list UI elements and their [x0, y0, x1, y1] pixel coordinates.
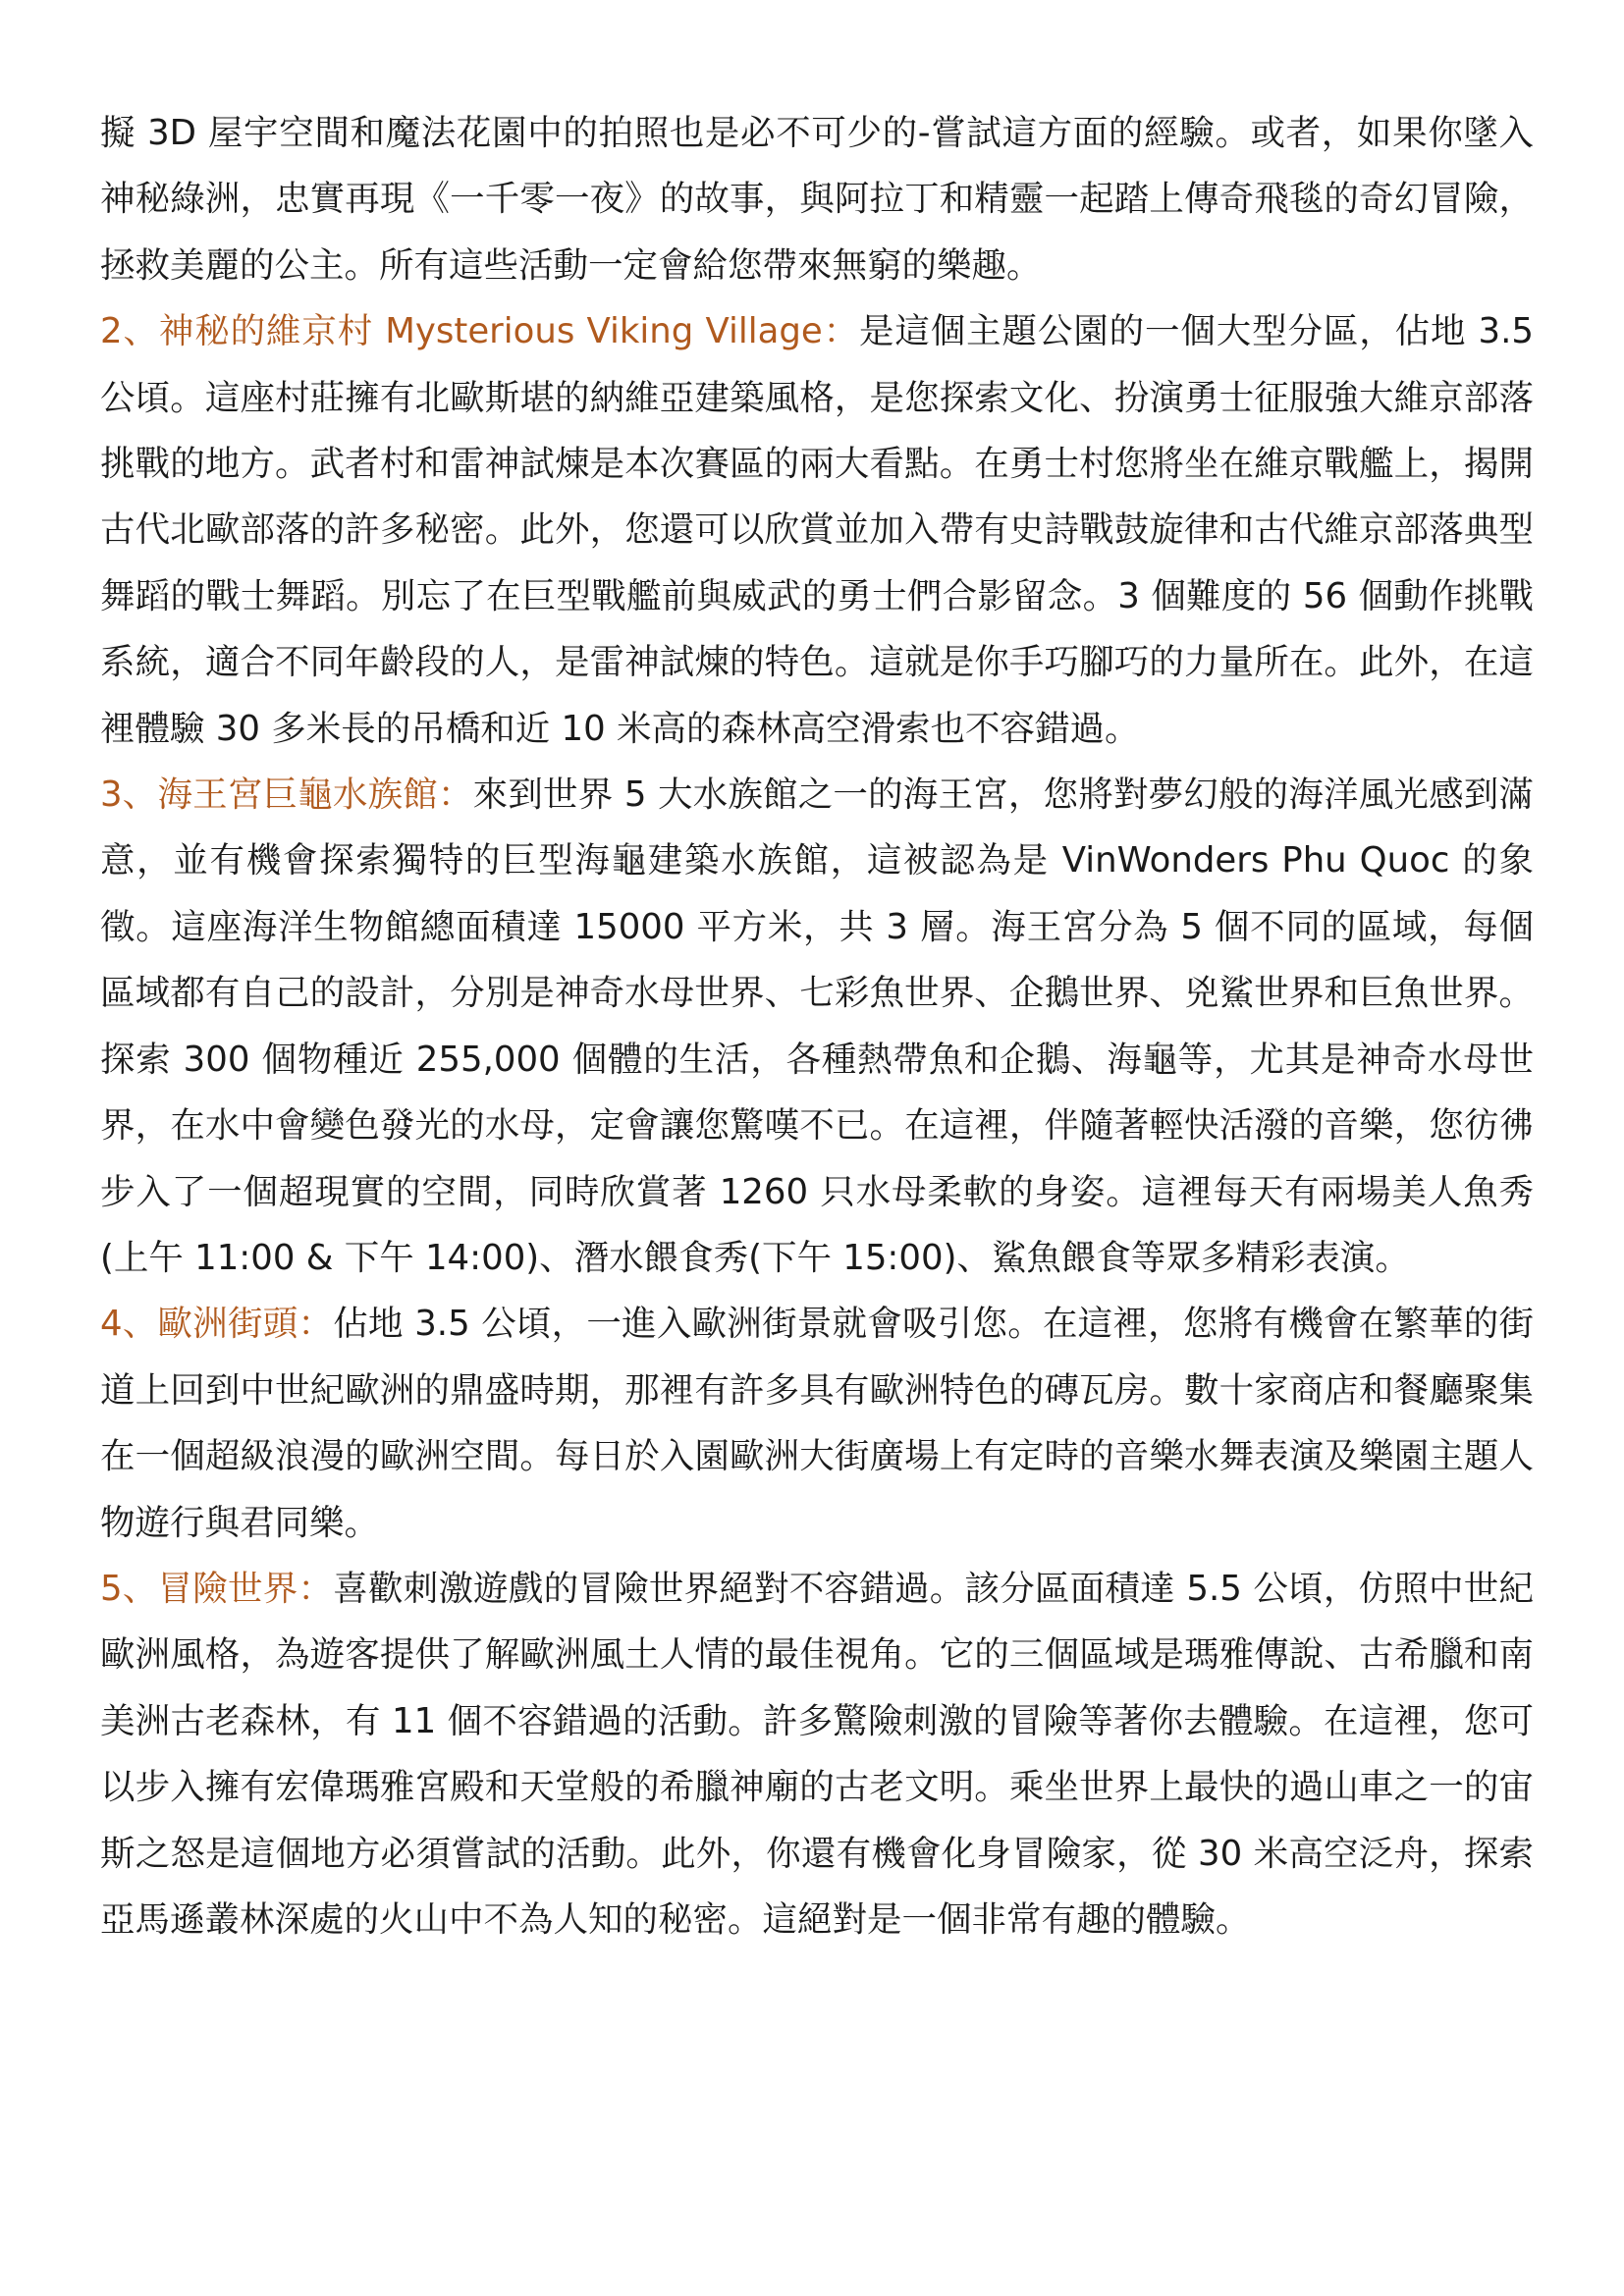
paragraph-body: 來到世界 5 大水族館之一的海王宮，您將對夢幻般的海洋風光感到滿意，並有機會探索獨特的巨型海龜建築水族館，這被認為是 VinWonders Phu Quoc 的象徵。這座海洋生物館總面積達 15000 平方米，共 3 層。海王宮分為 5 個不同的區域，每個區域都有自己的設計，分別是神奇水母世界、七彩魚世界、企鵝世界、兇鯊世界和巨魚世界。探索 300 個物種近 255,000 個體的生活，各種熱帶魚和企鵝、海龜等，尤其是神奇水母世界，在水中會變色發光的水母，定會讓您驚嘆不已。在這裡，伴隨著輕快活潑的音樂，您彷彿步入了一個超現實的空間，同時欣賞著 1260 只水母柔軟的身姿。這裡每天有兩場美人魚秀 (上午 11:00 & 下午 14:00)、潛水餵食秀(下午 15:00)、鯊魚餵食等眾多精彩表演。 — [100, 774, 1534, 1278]
section-heading-aquarium: 3、海王宮巨龜水族館： — [100, 774, 473, 816]
paragraph-body: 擬 3D 屋宇空間和魔法花園中的拍照也是必不可少的-嘗試這方面的經驗。或者，如果你墜入神秘綠洲，忠實再現《一千零一夜》的故事，與阿拉丁和精靈一起踏上傳奇飛毯的奇幻冒險，拯救美麗的公主。所有這些活動一定會給您帶來無窮的樂趣。 — [100, 113, 1534, 286]
document-page — [100, 100, 1534, 1952]
paragraph-magic-garden — [100, 100, 1534, 298]
paragraph-adventure-world — [100, 1556, 1534, 1952]
paragraph-body: 佔地 3.5 公頃，一進入歐洲街景就會吸引您。在這裡，您將有機會在繁華的街道上回到中世紀歐洲的鼎盛時期，那裡有許多具有歐洲特色的磚瓦房。數十家商店和餐廳聚集在一個超級浪漫的歐洲空間。每日於入園歐洲大街廣場上有定時的音樂水舞表演及樂園主題人物遊行與君同樂。 — [100, 1304, 1534, 1543]
paragraph-body: 是這個主題公園的一個大型分區，佔地 3.5 公頃。這座村莊擁有北歐斯堪的納維亞建築風格，是您探索文化、扮演勇士征服強大維京部落挑戰的地方。武者村和雷神試煉是本次賽區的兩大看點。在勇士村您將坐在維京戰艦上，揭開古代北歐部落的許多秘密。此外，您還可以欣賞並加入帶有史詩戰鼓旋律和古代維京部落典型舞蹈的戰士舞蹈。別忘了在巨型戰艦前與威武的勇士們合影留念。3 個難度的 56 個動作挑戰系統，適合不同年齡段的人，是雷神試煉的特色。這就是你手巧腳巧的力量所在。此外，在這裡體驗 30 多米長的吊橋和近 10 米高的森林高空滑索也不容錯過。 — [100, 311, 1534, 749]
paragraph-european-street — [100, 1291, 1534, 1556]
paragraph-aquarium — [100, 762, 1534, 1291]
paragraph-body: 喜歡刺激遊戲的冒險世界絕對不容錯過。該分區面積達 5.5 公頃，仿照中世紀歐洲風格，為遊客提供了解歐洲風土人情的最佳視角。它的三個區域是瑪雅傳說、古希臘和南美洲古老森林，有 11 個不容錯過的活動。許多驚險刺激的冒險等著你去體驗。在這裡，您可以步入擁有宏偉瑪雅宮殿和天堂般的希臘神廟的古老文明。乘坐世界上最快的過山車之一的宙斯之怒是這個地方必須嘗試的活動。此外，你還有機會化身冒險家，從 30 米高空泛舟，探索亞馬遜叢林深處的火山中不為人知的秘密。這絕對是一個非常有趣的體驗。 — [100, 1568, 1534, 1940]
section-heading-adventure-world: 5、冒險世界： — [100, 1568, 334, 1609]
paragraph-viking-village — [100, 298, 1534, 762]
section-heading-viking-village: 2、神秘的維京村 Mysterious Viking Village： — [100, 311, 859, 352]
section-heading-european-street: 4、歐洲街頭： — [100, 1304, 334, 1345]
